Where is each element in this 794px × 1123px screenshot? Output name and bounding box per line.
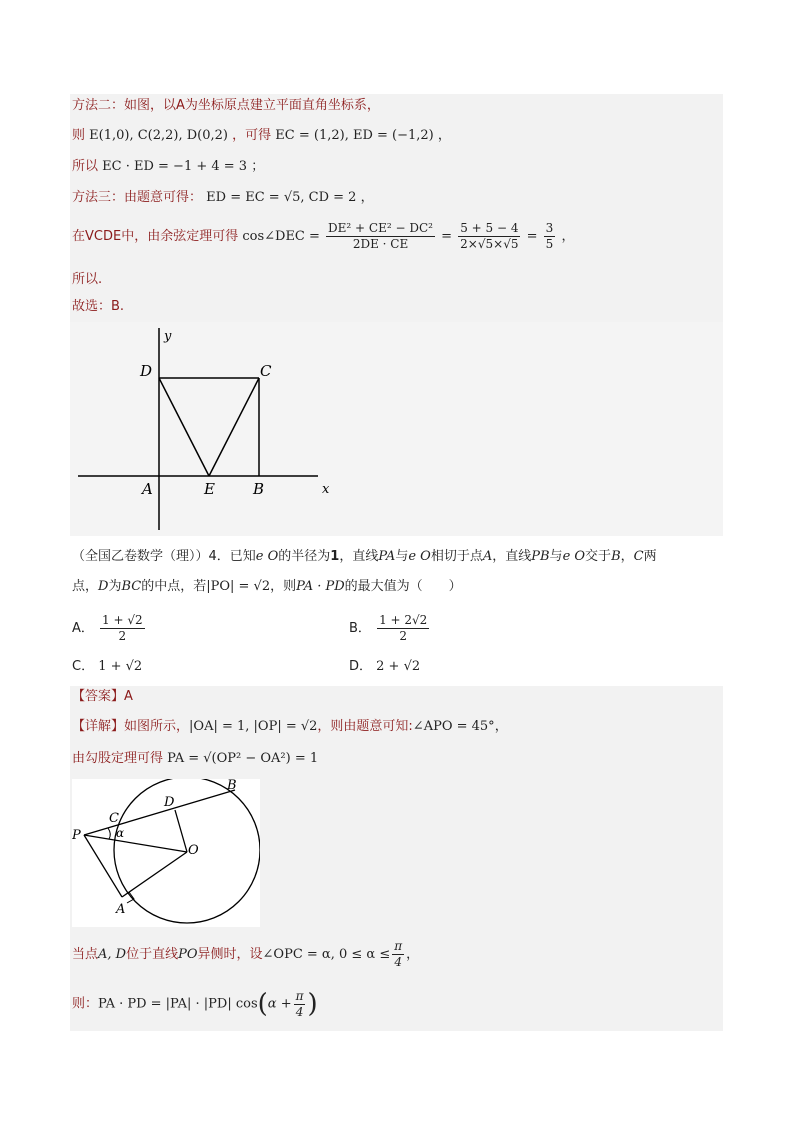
option-b-den: 2	[399, 629, 407, 643]
q-l1-pa: PA	[378, 549, 396, 564]
option-d-label: D．	[349, 659, 373, 674]
option-a[interactable]	[72, 612, 147, 646]
q-l2-BC: BC	[121, 579, 142, 594]
option-b-num: 1 + 2√2	[379, 613, 428, 627]
method3-comma: ，	[360, 190, 374, 205]
figure2-line-od	[175, 810, 187, 852]
option-b[interactable]	[349, 612, 431, 646]
method3-frac3-den: 5	[545, 237, 554, 251]
option-c-label: C．	[72, 659, 95, 674]
figure2-label-D: D	[164, 795, 175, 810]
figure1-label-D: D	[140, 362, 153, 380]
option-d-value: 2 + √2	[376, 659, 421, 674]
case-four: 4	[394, 955, 402, 969]
option-a-frac	[100, 613, 145, 644]
q-l1-pb: PB	[531, 549, 550, 564]
q-l2-expression: PA · PD	[296, 579, 345, 594]
method2-line1: 方法二：如图，以A为坐标原点建立平面直角坐标系，	[72, 98, 380, 113]
method3-frac1-num: DE² + CE² − DC²	[328, 221, 433, 235]
method2-then: 则	[72, 128, 86, 143]
q-l1-t2: ，直线	[339, 549, 379, 564]
method3-frac1-den: 2DE · CE	[352, 237, 409, 251]
then-alpha-plus: α +	[267, 996, 292, 1012]
question-source: （全国乙卷数学（理））4．	[72, 549, 230, 564]
case-po: PO	[178, 947, 198, 962]
method2-so: 所以	[72, 159, 99, 174]
q-l1-t6: 与	[549, 549, 563, 564]
q-l2-t4: 的最大值为（ ）	[344, 579, 462, 594]
pythagoras-line	[72, 750, 318, 768]
figure2-label-B: B	[227, 779, 237, 793]
pyth-math: PA = √(OP² − OA²) = 1	[167, 751, 319, 766]
then-pi: π	[295, 988, 304, 1003]
figure1-label-E: E	[204, 480, 215, 498]
method2-vectors: EC = (1,2), ED = (−1,2)	[275, 128, 434, 143]
method3-frac3	[544, 221, 556, 252]
method3-intro: 方法三：由题意可得：	[72, 190, 203, 205]
case-line	[72, 938, 419, 972]
method2-end: ，	[437, 128, 451, 143]
q-l2-D: D	[98, 579, 109, 594]
q-l2-t0: 点，	[72, 579, 99, 594]
q-l1-B: B	[611, 549, 621, 564]
figure2-label-alpha: α	[116, 826, 125, 840]
q-l2-t1: 为	[108, 579, 122, 594]
option-a-num: 1 + √2	[102, 613, 143, 627]
case-points: A, D	[98, 947, 127, 962]
detail-t1: ，则由题意可知:	[317, 719, 413, 734]
detail-t0: 如图所示，	[124, 719, 190, 734]
option-c-value: 1 + √2	[98, 659, 143, 674]
q-l1-t0: 已知	[229, 549, 256, 564]
then-close-paren: )	[307, 989, 318, 1019]
figure1-segment-ec	[209, 378, 259, 476]
answer-line: 【答案】A	[72, 689, 133, 704]
method3-cos-lhs: cos∠DEC =	[242, 229, 320, 244]
case-end: ，	[406, 947, 420, 962]
detail-line	[72, 718, 508, 736]
option-a-label: A．	[72, 621, 94, 636]
case-range: ∠OPC = α, 0 ≤ α ≤	[262, 947, 391, 962]
method3-cosine-law-intro: 在VCDE中，由余弦定理可得	[72, 229, 239, 244]
method3-frac1	[326, 221, 435, 252]
option-c[interactable]	[72, 658, 142, 676]
choose-answer: 故选：B.	[72, 299, 125, 314]
q-l1-circle2: e O	[408, 549, 431, 564]
method2-mid: ，可得	[232, 128, 272, 143]
figure1-label-x: x	[322, 482, 330, 497]
method3-line2-end: ，	[561, 229, 575, 244]
method3-frac3-num: 3	[545, 221, 554, 235]
figure1-coordinate-diagram	[70, 322, 723, 536]
case-pi-over-4	[392, 939, 404, 970]
question-line2	[72, 578, 462, 596]
q-l1-A: A	[482, 549, 493, 564]
method2-dot-product: EC · ED = −1 + 4 = 3	[102, 159, 248, 174]
case-t0: 当点	[72, 947, 99, 962]
q-l1-t5: ，直线	[492, 549, 532, 564]
method3-frac2-num: 5 + 5 − 4	[458, 221, 520, 237]
q-l1-t3: 与	[395, 549, 409, 564]
q-l1-t1: 的半径为	[278, 549, 331, 564]
q-l1-radius: 1	[330, 549, 340, 564]
q-l1-circle3: e O	[562, 549, 586, 564]
figure2-label-P: P	[72, 828, 81, 843]
then-open-paren: (	[257, 989, 268, 1019]
figure2-line-oa	[122, 852, 187, 897]
figure2-line-pb	[84, 790, 235, 835]
figure2-label-O: O	[188, 843, 199, 858]
then-prefix: 则：	[72, 996, 99, 1012]
option-a-den: 2	[118, 629, 127, 643]
case-t1: 位于直线	[126, 947, 179, 962]
detail-label: 【详解】	[72, 719, 125, 734]
then-pi-over-4	[294, 989, 306, 1020]
q-l1-circle1: e O	[255, 549, 279, 564]
option-b-frac	[377, 613, 429, 644]
figure1-segment-de	[159, 378, 209, 476]
then-four: 4	[295, 1004, 304, 1019]
q-l1-t4: 相切于点	[430, 549, 483, 564]
option-d[interactable]	[349, 658, 420, 676]
figure2-label-C: C	[109, 811, 119, 826]
figure2-label-A: A	[116, 902, 126, 917]
method3-lengths: ED = EC = √5, CD = 2	[206, 190, 357, 205]
figure1-label-B: B	[253, 480, 265, 498]
method3-frac2-den: 2×√5×√5	[460, 237, 519, 251]
method3-frac2	[458, 221, 520, 252]
method2-semicolon: ；	[251, 159, 265, 174]
q-l2-condition: |PO| = √2	[206, 579, 271, 594]
pyth-prefix: 由勾股定理可得	[72, 751, 164, 766]
q-l2-t3: ，则	[270, 579, 297, 594]
method2-line2	[72, 127, 451, 145]
figure2-alpha-arc	[108, 828, 110, 839]
figure1-label-C: C	[260, 362, 272, 380]
method3-eq2: =	[526, 229, 538, 244]
detail-angle: ∠APO = 45°	[412, 719, 495, 734]
q-l1-t7: 交于	[585, 549, 612, 564]
method3-eq: =	[441, 229, 453, 244]
figure1-label-A: A	[142, 480, 153, 498]
option-b-label: B．	[349, 621, 371, 636]
figure2-line-po	[84, 835, 187, 852]
then-math: PA · PD = |PA| · |PD| cos	[98, 996, 258, 1012]
question-line1	[72, 548, 657, 566]
detail-end: ，	[494, 719, 508, 734]
method2-line3	[72, 158, 264, 176]
method2-points: E(1,0), C(2,2), D(0,2)	[89, 128, 228, 143]
q-l2-t2: 的中点，若	[141, 579, 207, 594]
case-pi: π	[394, 939, 403, 953]
q-l1-C: C	[633, 549, 644, 564]
q-l1-t8: ，	[620, 549, 634, 564]
then-line	[72, 986, 318, 1023]
method3-line2	[72, 220, 574, 254]
detail-lengths: |OA| = 1, |OP| = √2	[189, 719, 318, 734]
figure1-label-y: y	[164, 329, 172, 344]
figure2-circle-diagram	[72, 779, 260, 927]
q-l1-t9: 两	[643, 549, 657, 564]
case-t2: 异侧时，设	[197, 947, 263, 962]
method3-line3: 所以.	[72, 272, 103, 287]
method3-line1	[72, 189, 374, 207]
